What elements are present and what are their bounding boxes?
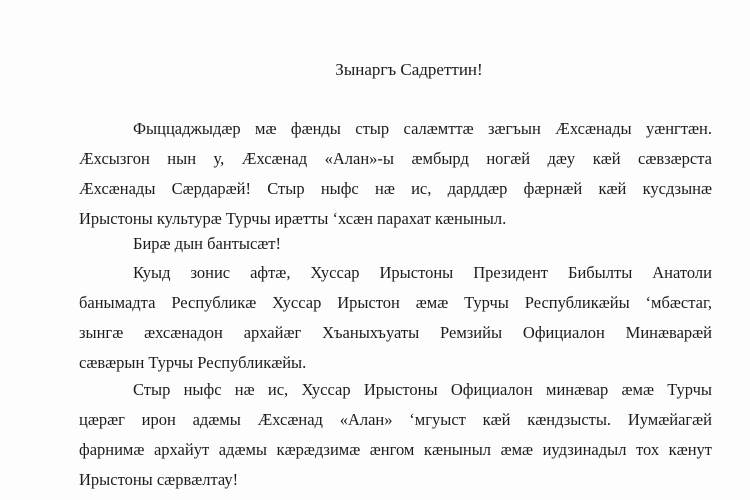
text-line: Стыр ныфс нæ ис, Хуссар Ирыстоны Официалон минæвар æмæ Турчы — [133, 380, 712, 399]
text-line: Æхсæнады Сæрдарæй! Стыр ныфс нæ ис, дарддæр фæрнæй кæй кусдзынæ — [79, 179, 712, 198]
text-line: Æхсызгон нын у, Æхсæнад «Алан»-ы æмбырд ногæй дæу кæй сæвзæрста — [79, 149, 712, 168]
paragraph-wishes — [79, 229, 712, 259]
text-line: банымадта Республикæ Хуссар Ирыстон æмæ Турчы Республикæйы ‘мбæстаг, — [79, 293, 712, 312]
paragraph-appointment — [79, 258, 712, 378]
text-line: фарнимæ архайут адæмы кæрæдзимæ æнгом кæныныл æмæ иудзинадыл тох кæнут — [79, 440, 712, 459]
text-line: цæрæг ирон адæмы Æхсæнад «Алан» ‘мгуыст кæй кæндзысты. Иумæйагæй — [79, 410, 712, 429]
text-line: Куыд зонис афтæ, Хуссар Ирыстоны Президент Бибылты Анатоли — [133, 263, 712, 282]
paragraph-congratulations — [79, 114, 712, 234]
paragraph-cooperation — [79, 375, 712, 495]
text-line: Бирæ дын бантысæт! — [133, 234, 282, 253]
text-line: сæвæрын Турчы Республикæйы. — [79, 353, 307, 372]
text-line: Ирыстоны сæрвæлтау! — [79, 470, 239, 489]
text-line: Ирыстоны культурæ Турчы ирæтты ‘хсæн парахат кæныныл. — [79, 209, 507, 228]
text-line: Фыццаджыдæр мæ фæнды стыр салæмттæ зæгъын Æхсæнады уæнгтæн. — [133, 119, 712, 138]
letter-greeting: Зынаргъ Садреттин! — [335, 60, 483, 79]
text-line: зынгæ æхсæнадон архайæг Хъаныхъуаты Ремзийы Официалон Минæварæй — [79, 323, 712, 342]
